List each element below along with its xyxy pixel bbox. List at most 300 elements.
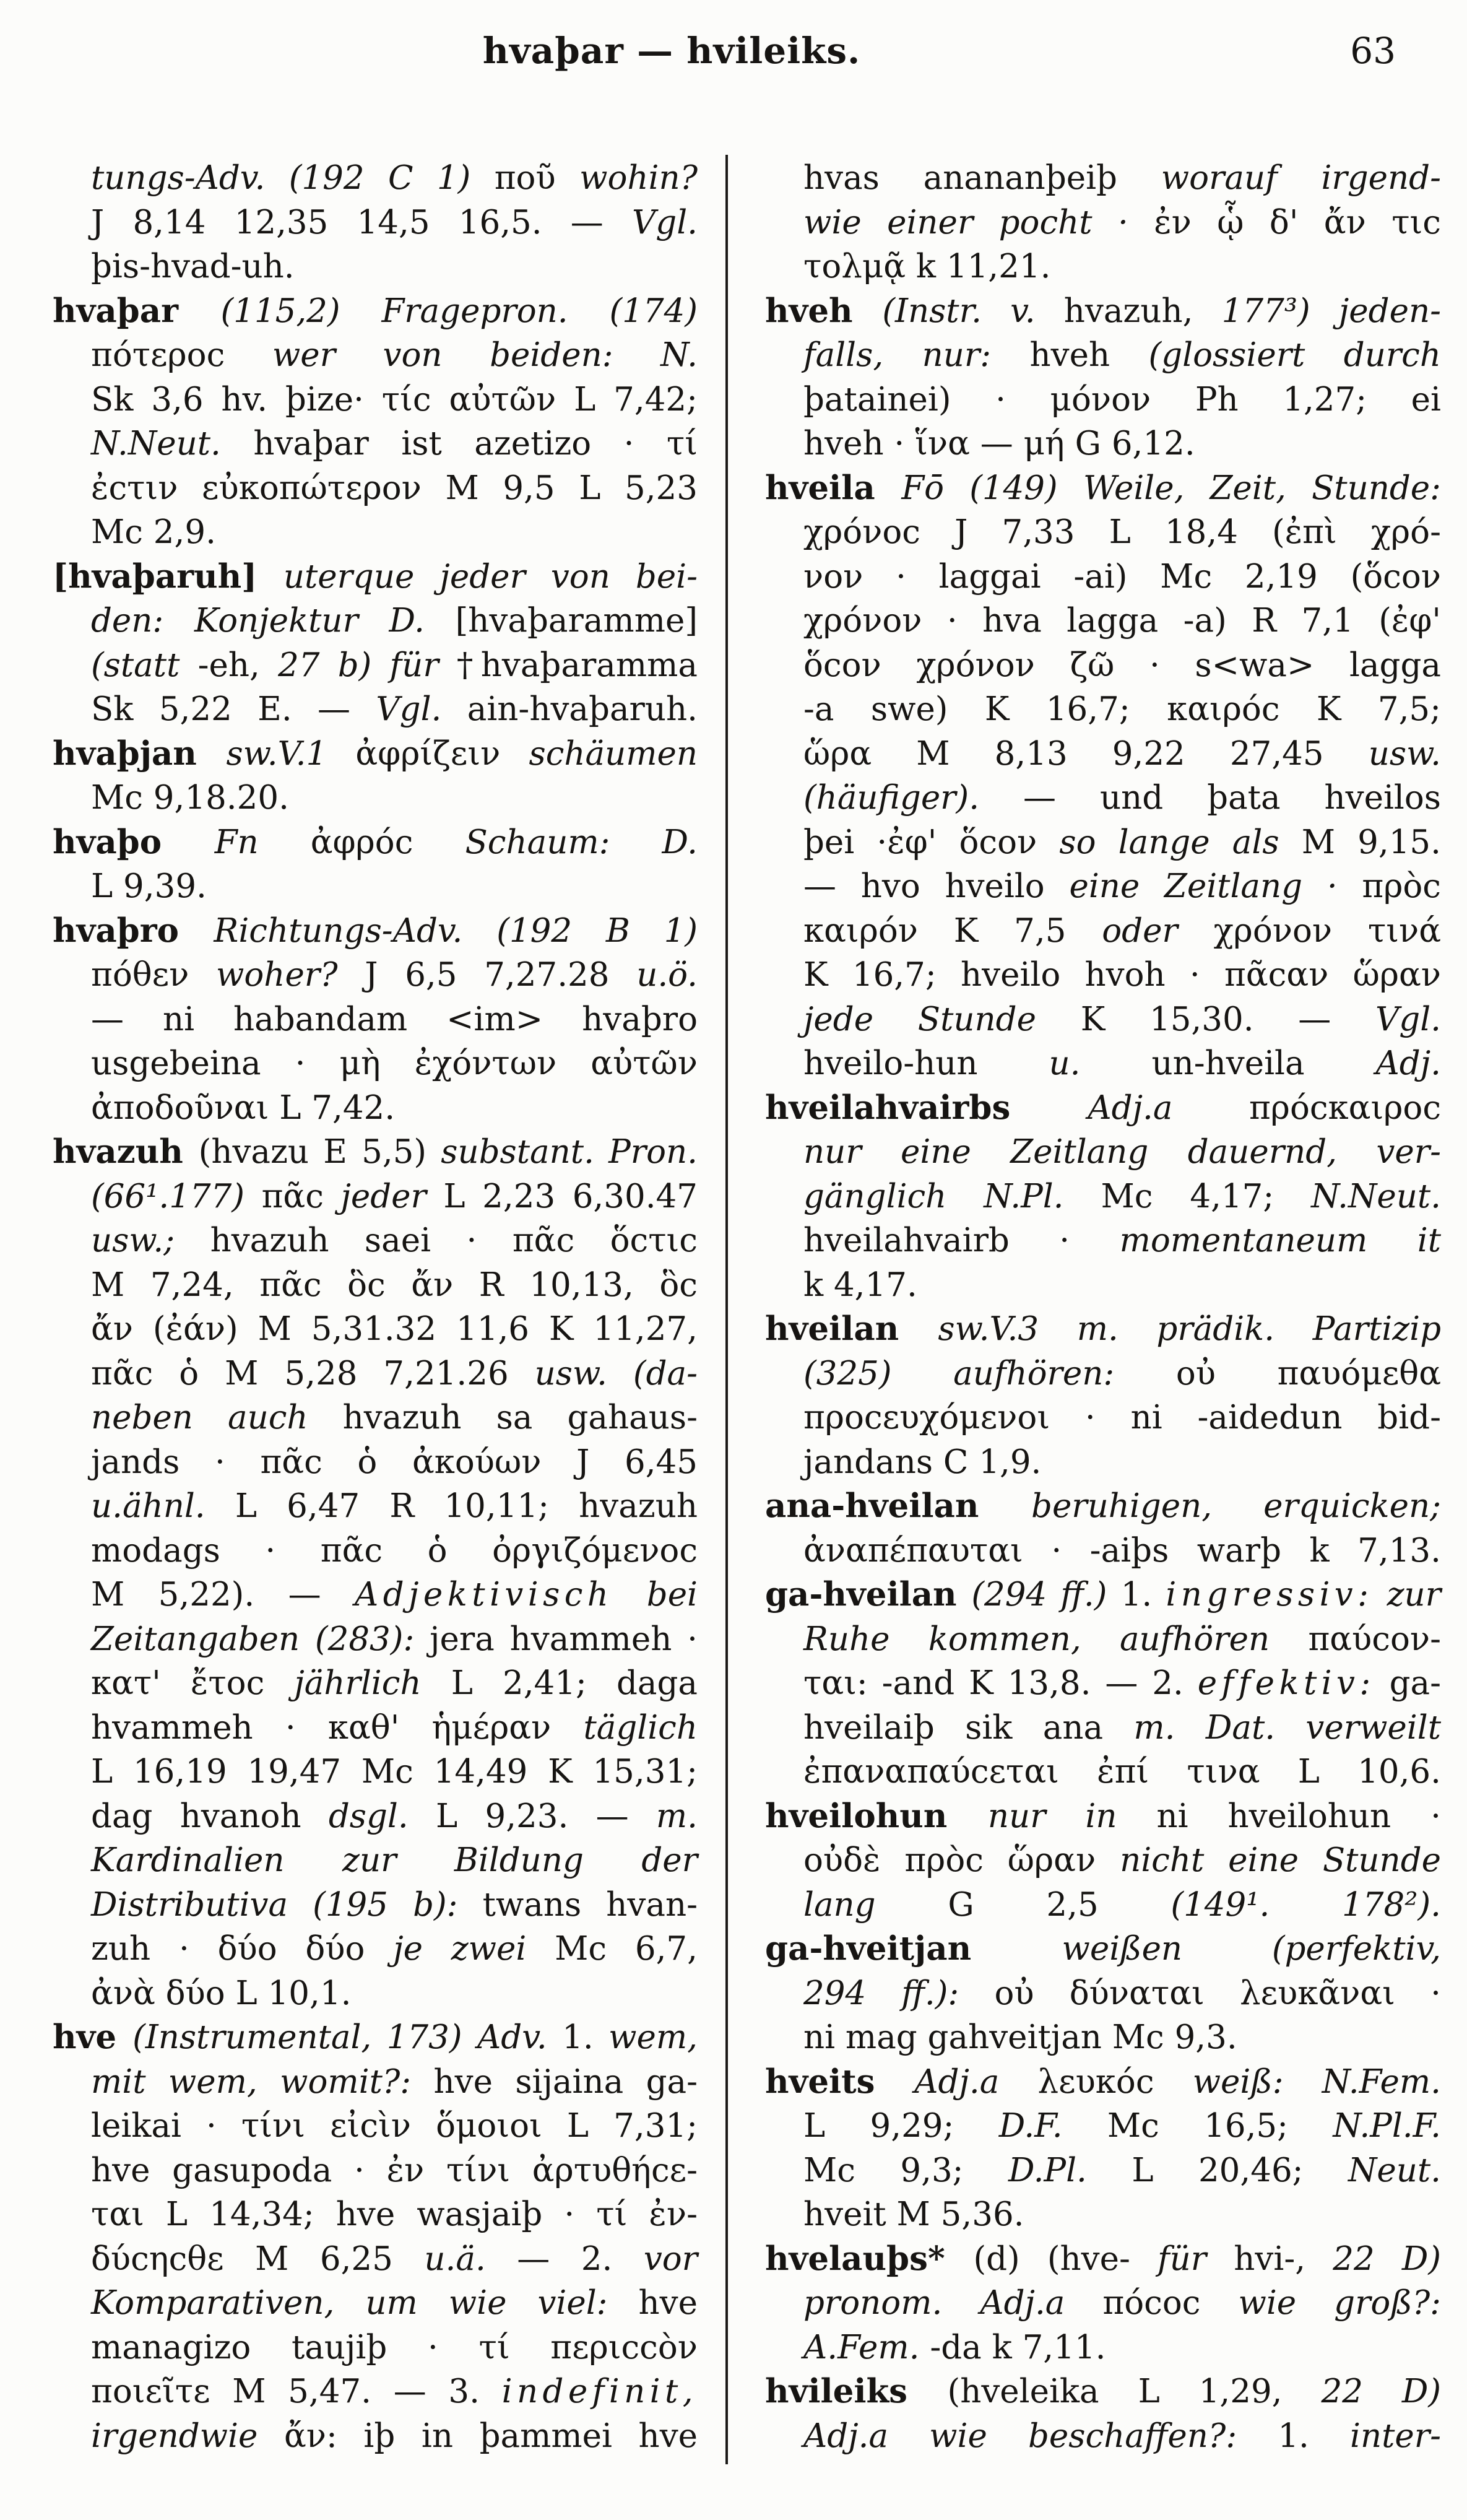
text-segment: ἐcτιν εὐκοπώτερον M 9,5 L 5,23 (91, 469, 698, 507)
text-segment: u.ö. (636, 956, 698, 994)
text-segment: dsgl. (328, 1797, 436, 1835)
text-segment: substant. Pron. (441, 1133, 698, 1171)
text-segment: tungs-Adv. (192 C 1) (91, 159, 495, 197)
text-segment: — hvo hveilo (803, 867, 1070, 905)
text-segment: hveilo-hun (803, 1045, 1049, 1082)
text-segment: νον · laggai -ai) Mc 2,19 (ὅcον (803, 557, 1441, 596)
text-segment: ται L 14,34; hve wasjaiþ · τί ἐν- (91, 2196, 698, 2233)
text-segment: L 16,19 19,47 Mc 14,49 K 15,31; (91, 1753, 698, 1791)
dictionary-line (765, 555, 1441, 599)
text-segment: Vgl. (632, 203, 698, 241)
dictionary-line (53, 2370, 698, 2414)
dictionary-line (53, 2281, 698, 2326)
text-segment: χρόνον · hva lagga -a) R 7,1 (ἐφ' (803, 602, 1441, 640)
dictionary-line (765, 2281, 1441, 2326)
text-segment: 177³) jeden- (1221, 292, 1441, 330)
text-segment: L 6,47 R 10,11; hvazuh (235, 1487, 698, 1525)
page-number: 63 (1350, 30, 1396, 72)
text-segment: 1. (562, 2018, 609, 2056)
text-segment: nur in (987, 1797, 1157, 1835)
text-segment: managizo taujiþ · τί περιccὸν (91, 2328, 698, 2366)
text-segment: so lange als (1059, 823, 1302, 861)
text-segment: ποιεῖτε M 5,47. — 3. (91, 2373, 502, 2410)
dictionary-line (765, 1750, 1441, 1794)
text-segment: K 15,30. — (1080, 1000, 1375, 1038)
text-segment: Ruhe kommen, aufhören (803, 1620, 1309, 1658)
text-segment: täglich (583, 1708, 698, 1747)
text-segment: den: Konjektur D. (91, 602, 456, 640)
text-segment: vor (643, 2240, 698, 2278)
dictionary-line (765, 2237, 1441, 2282)
text-segment: M 5,22). — (91, 1576, 355, 1614)
dictionary-line (53, 2414, 698, 2459)
text-segment: -eh, (197, 646, 279, 684)
text-segment: — ni habandam <im> hvaþro (91, 1000, 698, 1038)
text-segment: dag hvanoh (91, 1797, 329, 1835)
text-segment: παύcον- (1308, 1620, 1441, 1658)
text-segment: Sk 5,22 E. — (91, 690, 376, 728)
text-segment: δύcηcθε M 6,25 (91, 2240, 425, 2278)
dictionary-line (53, 1396, 698, 1440)
dictionary-line (53, 466, 698, 511)
text-segment: 27 b) für (278, 646, 457, 684)
text-segment: neben auch (91, 1399, 343, 1436)
text-segment: weißen (perfektiv, (1062, 1930, 1441, 1968)
text-segment: hve sijaina ga- (433, 2062, 698, 2101)
text-segment: nur eine Zeitlang dauernd, ver- (803, 1133, 1441, 1171)
dictionary-line (765, 1573, 1441, 1617)
dictionary-line (765, 1440, 1441, 1485)
text-segment: Mc 16,5; (1107, 2107, 1333, 2145)
text-segment: J 6,5 7,27.28 (365, 956, 637, 994)
dictionary-line (765, 1484, 1441, 1529)
text-segment: πόθεν (91, 956, 217, 994)
text-segment: sw.V.1 (226, 734, 356, 773)
text-segment: (Instr. v. (882, 292, 1064, 330)
text-segment: προcευχόμενοι · ni -aidedun bid- (803, 1399, 1441, 1436)
text-segment: jede Stunde (803, 1000, 1081, 1038)
headword: hvaþar (53, 291, 221, 330)
text-segment: λευκόc (1037, 2062, 1193, 2101)
text-segment: beruhigen, erquicken; (1031, 1487, 1441, 1525)
dictionary-line (765, 1263, 1441, 1308)
dictionary-line (53, 201, 698, 245)
text-segment: Distributiva (195 b): (91, 1885, 483, 1924)
dictionary-line (53, 643, 698, 688)
dictionary-line (53, 1971, 698, 2016)
dictionary-line (765, 1794, 1441, 1839)
dictionary-line (765, 643, 1441, 688)
headword: hveila (765, 468, 902, 507)
dictionary-line (765, 1706, 1441, 1750)
text-segment: usgebeina · μὴ ἐχόντων αὐτῶν (91, 1045, 698, 1082)
text-segment: 22 D) (1321, 2373, 1441, 2410)
text-segment: L 9,29; (803, 2107, 999, 2145)
headword: hvaþjan (53, 734, 227, 773)
dictionary-line (53, 2237, 698, 2282)
text-segment: zur (1373, 1576, 1442, 1614)
text-segment: καιρόν K 7,5 (803, 911, 1102, 950)
text-segment: (statt (91, 646, 198, 684)
dictionary-line (53, 378, 698, 422)
text-segment: jeder (340, 1177, 444, 1215)
dictionary-line (53, 1573, 698, 1617)
text-segment: wie einer pocht · (803, 203, 1154, 241)
text-segment: Mc 2,9. (91, 513, 216, 551)
text-segment: N.Neut. (91, 425, 254, 463)
text-segment: D.F. (998, 2107, 1107, 2145)
text-segment: (115,2) Fragepron. (174) (220, 292, 698, 330)
dictionary-line (53, 1440, 698, 1485)
dictionary-line (765, 687, 1441, 732)
dictionary-line (765, 1086, 1441, 1131)
text-segment: 1. (1120, 1576, 1166, 1614)
text-segment: (hvazu E 5,5) (198, 1133, 441, 1171)
text-segment: jands · πᾶc ὁ ἀκούων J 6,45 (91, 1443, 698, 1481)
text-segment: hveilaiþ sik ana (803, 1708, 1134, 1747)
dictionary-line (765, 1883, 1441, 1927)
dictionary-line (765, 2060, 1441, 2105)
text-segment: u.ä. (424, 2240, 517, 2278)
text-segment: m. Dat. verweilt (1133, 1708, 1441, 1747)
text-segment: gänglich N.Pl. (803, 1177, 1101, 1215)
text-segment: — und þata hveilos (1023, 779, 1441, 817)
dictionary-line (765, 953, 1441, 997)
dictionary-line (765, 1175, 1441, 1219)
text-segment: ingressiv: (1166, 1576, 1374, 1614)
text-segment: L 2,23 6,30.47 (443, 1177, 698, 1215)
text-segment: hvazuh saei · πᾶc ὅcτιc (210, 1222, 698, 1259)
text-segment: irgendwie (91, 2417, 284, 2455)
text-segment: Adj.a (914, 2062, 1038, 2101)
text-segment: oder (1102, 911, 1214, 950)
text-segment: Richtungs-Adv. (192 B 1) (214, 911, 698, 950)
text-segment: Schaum: D. (465, 823, 698, 861)
text-segment: wer von beiden: N. (272, 336, 698, 374)
text-segment: pronom. Adj.a (803, 2284, 1103, 2322)
dictionary-line (765, 1352, 1441, 1396)
dictionary-line (53, 909, 698, 954)
dictionary-line (765, 1661, 1441, 1706)
dictionary-line (53, 599, 698, 643)
text-segment: ἀφρόc (310, 823, 465, 861)
dictionary-line (53, 2104, 698, 2149)
text-segment: Fn (214, 823, 311, 861)
dictionary-line (765, 1529, 1441, 1573)
dictionary-line (765, 1219, 1441, 1263)
text-segment: jährlich (294, 1664, 451, 1702)
text-segment: indefinit, (501, 2373, 698, 2410)
text-segment: ἄν (ἐάν) M 5,31.32 11,6 K 11,27, (91, 1310, 698, 1348)
text-segment: usw. (1368, 734, 1441, 773)
left-column (53, 156, 698, 2458)
dictionary-line (53, 732, 698, 776)
text-segment: ἀφρίζειν (355, 734, 529, 773)
dictionary-line (53, 1883, 698, 1927)
dictionary-line (53, 1750, 698, 1794)
text-segment: inter- (1350, 2417, 1441, 2455)
text-segment: G 2,5 (948, 1885, 1171, 1924)
text-segment: þis-hvad-uh. (91, 248, 295, 285)
text-segment: N.Pl.F. (1333, 2107, 1441, 2145)
text-segment: (häufiger). (803, 779, 1024, 817)
dictionary-line (53, 1130, 698, 1175)
dictionary-line (765, 510, 1441, 555)
dictionary-line (53, 864, 698, 909)
dictionary-line (765, 2370, 1441, 2414)
text-segment: οὐ παυόμεθα (1175, 1354, 1442, 1393)
dictionary-line (53, 1175, 698, 1219)
dictionary-line (765, 2192, 1441, 2237)
dictionary-line (53, 2149, 698, 2193)
text-segment: -a swe) K 16,7; καιρόc K 7,5; (803, 690, 1441, 728)
text-segment: Kardinalien zur Bildung der (91, 1841, 698, 1879)
text-segment: Adj. (1375, 1045, 1441, 1082)
text-segment: Vgl. (1375, 1000, 1441, 1038)
text-segment: K 16,7; hveilo hvoh · πᾶcαν ὥραν (803, 956, 1441, 994)
dictionary-line (765, 156, 1441, 201)
dictionary-line (53, 820, 698, 865)
text-segment: Mc 4,17; (1101, 1177, 1312, 1215)
dictionary-line (53, 2015, 698, 2060)
text-segment: †hvaþaramma (456, 646, 698, 684)
text-segment: οὐδὲ πρὸc ὥραν (803, 1841, 1120, 1879)
text-segment: Fō (149) Weile, Zeit, Stunde: (901, 469, 1441, 507)
text-segment: (149¹. 178²). (1171, 1885, 1441, 1924)
text-segment: (hveleika L 1,29, (947, 2373, 1322, 2410)
text-segment: τολμᾷ k 11,21. (803, 248, 1051, 285)
text-segment: hvazuh, (1063, 292, 1222, 330)
text-segment: A.Fem. (803, 2328, 930, 2366)
dictionary-line (765, 466, 1441, 511)
text-segment: wie groß?: (1238, 2284, 1441, 2322)
text-segment: woher? (216, 956, 365, 994)
headword: hvileiks (765, 2372, 948, 2410)
running-head (53, 30, 1396, 85)
dictionary-line (53, 1219, 698, 1263)
text-segment: L 9,23. — (436, 1797, 656, 1835)
text-segment: bei (613, 1576, 698, 1614)
text-segment: falls, nur: (803, 336, 1030, 374)
dictionary-line (53, 997, 698, 1042)
text-segment: sw.V.3 m. prädik. Partizip (938, 1310, 1441, 1348)
dictionary-line (53, 333, 698, 378)
text-segment: L 20,46; (1132, 2151, 1348, 2189)
text-segment: weiß: N.Fem. (1192, 2062, 1441, 2101)
dictionary-line (765, 1307, 1441, 1352)
dictionary-line (765, 2104, 1441, 2149)
headword: [hvaþaruh] (53, 557, 283, 596)
text-segment: hve (638, 2284, 698, 2322)
text-segment: effektiv: (1197, 1664, 1375, 1702)
text-segment: M 7,24, πᾶc ὃc ἄν R 10,13, ὃc (91, 1266, 698, 1304)
dictionary-line (765, 422, 1441, 466)
dictionary-line (53, 289, 698, 334)
text-segment: ain-hvaþaruh. (467, 690, 698, 728)
text-segment: modags · πᾶc ὁ ὀργιζόμενοc (91, 1531, 698, 1570)
headword: hvaþro (53, 911, 214, 950)
text-segment: ni hveilohun · (1156, 1797, 1441, 1835)
text-segment: πρὸc (1362, 867, 1441, 905)
text-segment: ἐπαναπαύcεται ἐπί τινα L 10,6. (803, 1753, 1441, 1791)
dictionary-line (765, 2326, 1441, 2370)
headword: hveits (765, 2062, 915, 2101)
text-segment: L 2,41; daga (451, 1664, 698, 1702)
dictionary-line (53, 245, 698, 289)
dictionary-line (765, 1927, 1441, 1971)
text-segment: Vgl. (376, 690, 467, 728)
text-segment: lang (803, 1885, 948, 1924)
headword: ga-hveilan (765, 1575, 972, 1614)
text-segment: ὅcον χρόνον ζῶ · s<wa> lagga (803, 646, 1441, 684)
dictionary-line (53, 422, 698, 466)
text-segment: hvi-, (1234, 2240, 1333, 2278)
text-segment: hvazuh sa gahaus- (342, 1399, 698, 1436)
text-segment: L 9,39. (91, 867, 207, 905)
text-segment: hve gasupoda · ἐν τίνι ἀρτυθήcε- (91, 2151, 698, 2189)
dictionary-line (765, 776, 1441, 820)
dictionary-line (765, 378, 1441, 422)
text-segment: Adj.a wie beschaffen?: (803, 2417, 1278, 2455)
text-segment: πρόcκαιροc (1248, 1088, 1441, 1127)
dictionary-line (53, 2060, 698, 2105)
dictionary-line (765, 864, 1441, 909)
text-segment: 294 ff.): (803, 1974, 995, 2012)
text-segment: ἀναπέπαυται · -aiþs warþ k 7,13. (803, 1531, 1441, 1570)
text-segment: ται: -and K 13,8. — 2. (803, 1664, 1198, 1702)
text-segment: momentaneum it (1119, 1222, 1442, 1259)
dictionary-line (765, 997, 1441, 1042)
dictionary-line (53, 1041, 698, 1086)
headword: hveh (765, 291, 883, 330)
text-segment: nicht eine Stunde (1120, 1841, 1441, 1879)
text-segment: Sk 3,6 hv. þize· τίc αὐτῶν L 7,42; (91, 380, 698, 419)
dictionary-line (53, 555, 698, 599)
dictionary-line (765, 1396, 1441, 1440)
text-segment: -da k 7,11. (930, 2328, 1106, 2366)
text-segment: usw.; (91, 1222, 210, 1259)
text-segment: u.ähnl. (91, 1487, 235, 1525)
text-segment: hvas anananþeiþ (803, 159, 1161, 197)
text-segment: uterque jeder von bei- (283, 557, 698, 596)
text-segment: ni mag gahveitjan Mc 9,3. (803, 2018, 1237, 2056)
dictionary-line (765, 2015, 1441, 2060)
dictionary-line (53, 2326, 698, 2370)
text-segment: [hvaþaramme] (455, 602, 698, 640)
dictionary-line (765, 1617, 1441, 1662)
headword: ga-hveitjan (765, 1929, 1062, 1968)
text-segment: χρόνοc J 7,33 L 18,4 (ἐπὶ χρό- (803, 513, 1441, 551)
dictionary-line (53, 1529, 698, 1573)
dictionary-line (765, 599, 1441, 643)
text-segment: hveilahvairb · (803, 1222, 1120, 1259)
headword: hvelauþs* (765, 2239, 974, 2278)
text-segment: οὐ δύναται λευκᾶναι · (994, 1974, 1441, 2012)
text-segment: eine Zeitlang · (1069, 867, 1362, 905)
text-segment: Neut. (1348, 2151, 1441, 2189)
text-segment: m. (656, 1797, 698, 1835)
text-segment: u. (1049, 1045, 1152, 1082)
text-segment: (Instrumental, 173) Adv. (132, 2018, 563, 2056)
text-segment: χρόνον τινά (1213, 911, 1441, 950)
dictionary-line (765, 732, 1441, 776)
dictionary-line (53, 156, 698, 201)
dictionary-line (765, 201, 1441, 245)
text-segment: usw. (da- (534, 1354, 698, 1393)
text-segment: hveh (1029, 336, 1149, 374)
text-segment: Mc 9,3; (803, 2151, 1008, 2189)
text-segment: jandans C 1,9. (803, 1443, 1042, 1481)
dictionary-line (53, 2192, 698, 2237)
text-segment: für (1158, 2240, 1234, 2278)
headword: hveilan (765, 1310, 938, 1348)
text-segment: jera hvammeh · (430, 1620, 698, 1658)
text-segment: (294 ff.) (971, 1576, 1121, 1614)
dictionary-line (765, 820, 1441, 865)
dictionary-line (53, 1352, 698, 1396)
text-segment: D.Pl. (1008, 2151, 1132, 2189)
text-segment: Mc 9,18.20. (91, 779, 289, 817)
dictionary-line (53, 1307, 698, 1352)
headword: hvazuh (53, 1132, 199, 1171)
text-segment: — 2. (517, 2240, 644, 2278)
text-segment: hvaþar ist azetizo · τί (253, 425, 698, 463)
text-segment: Zeitangaben (283): (91, 1620, 430, 1658)
dictionary-line (765, 1838, 1441, 1883)
text-segment: N.Neut. (1311, 1177, 1442, 1215)
page-title: hvaþar — hvileiks. (482, 30, 861, 72)
right-column (765, 156, 1441, 2458)
text-segment: k 4,17. (803, 1266, 917, 1304)
text-segment: un-hveila (1151, 1045, 1376, 1082)
text-segment: Adj.a (1088, 1088, 1249, 1127)
dictionary-line (765, 2414, 1441, 2459)
dictionary-line (765, 2149, 1441, 2193)
dictionary-line (765, 245, 1441, 289)
text-segment: ἄν: iþ in þammei hve (283, 2417, 698, 2455)
text-segment: hveit M 5,36. (803, 2196, 1024, 2233)
text-segment: ποῦ (494, 159, 580, 197)
dictionary-line (765, 289, 1441, 334)
text-segment: schäumen (529, 734, 698, 773)
text-segment: ἐν ᾧ δ' ἄν τιc (1154, 203, 1441, 241)
text-segment: hvammeh · καθ' ἡμέραν (91, 1708, 584, 1747)
text-segment: ἀνὰ δύο L 10,1. (91, 1974, 352, 2012)
dictionary-line (53, 1838, 698, 1883)
text-segment: J 8,14 12,35 14,5 16,5. — (91, 203, 632, 241)
text-segment: (glossiert durch (1148, 336, 1441, 374)
text-segment: (d) (hve- (973, 2240, 1158, 2278)
text-segment: wohin? (579, 159, 698, 197)
text-segment: hveh · ἵνα — μή G 6,12. (803, 425, 1195, 463)
headword: ana-hveilan (765, 1487, 1032, 1525)
text-segment: mit wem, womit?: (91, 2062, 434, 2101)
dictionary-line (53, 1706, 698, 1750)
dictionary-line (53, 776, 698, 820)
text-segment: ga- (1375, 1664, 1442, 1702)
text-segment: wem, (608, 2018, 698, 2056)
dictionary-line (53, 1263, 698, 1308)
headword: hvaþo (53, 822, 215, 861)
dictionary-line (765, 333, 1441, 378)
dictionary-line (53, 1661, 698, 1706)
dictionary-line (765, 1130, 1441, 1175)
headword: hveilohun (765, 1796, 988, 1835)
column-rule (725, 155, 728, 2464)
dictionary-line (53, 1794, 698, 1839)
text-segment: Komparativen, um wie viel: (91, 2284, 639, 2322)
text-segment: κατ' ἔτοc (91, 1664, 295, 1702)
